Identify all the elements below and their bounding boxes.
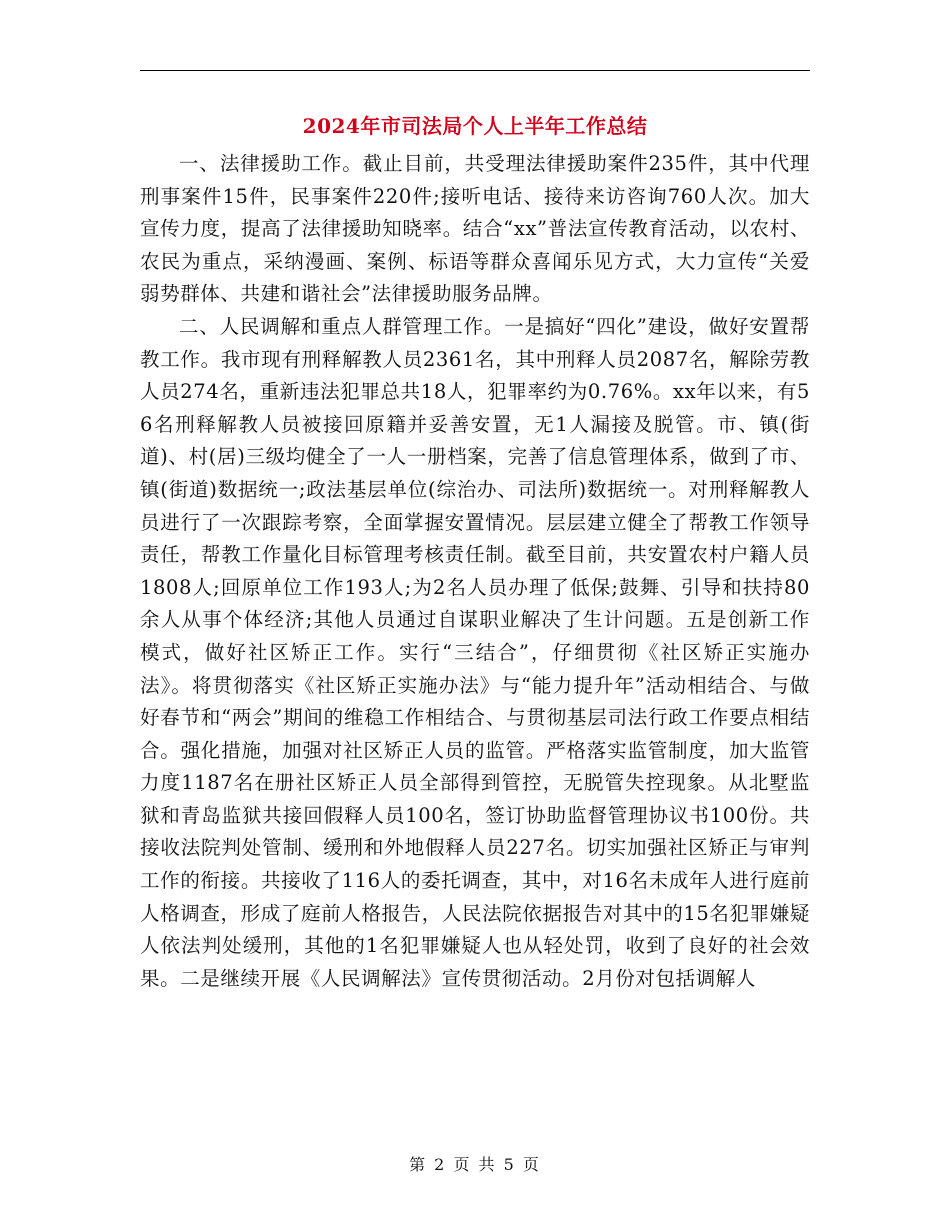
header-rule <box>140 70 810 71</box>
document-title: 2024年市司法局个人上半年工作总结 <box>302 114 648 138</box>
paragraph-legal-aid: 一、法律援助工作。截止目前，共受理法律援助案件235件，其中代理刑事案件15件，民事案件220件;接听电话、接待来访咨询760人次。加大宣传力度，提高了法律援助知晓率。结合“xx”普法宣传教育活动，以农村、农民为重点，采纳漫画、案例、标语等群众喜闻乐见方式，大力宣传“关爱弱势群体、共建和谐社会”法律援助服务品牌。 <box>140 152 811 306</box>
paragraph-mediation: 二、人民调解和重点人群管理工作。一是搞好“四化”建设，做好安置帮教工作。我市现有刑释解教人员2361名，其中刑释人员2087名，解除劳教人员274名，重新违法犯罪总共18人，犯罪率约为0.76%。xx年以来，有56名刑释解教人员被接回原籍并妥善安置，无1人漏接及脱管。市、镇(街道)、村(居)三级均健全了一人一册档案，完善了信息管理体系，做到了市、镇(街道)数据统一;政法基层单位(综治办、司法所)数据统一。对刑释解教人员进行了一次跟踪考察，全面掌握安置情况。层层建立健全了帮教工作领导责任，帮教工作量化目标管理考核责任制。截至目前，共安置农村户籍人员1808人;回原单位工作193人;为2名人员办理了低保;鼓舞、引导和扶持80余人从事个体经济;其他人员通过自谋职业解决了生计问题。五是创新工作模式，做好社区矫正工作。实行“三结合”，仔细贯彻《社区矫正实施办法》。将贯彻落实《社区矫正实施办法》与“能力提升年”活动相结合、与做好春节和“两会”期间的维稳工作相结合、与贯彻基层司法行政工作要点相结合。强化措施，加强对社区矫正人员的监管。严格落实监管制度，加大监管力度1187名在册社区矫正人员全部得到管控，无脱管失控现象。从北墅监狱和青岛监狱共接回假释人员100名，签订协助监督管理协议书100份。共接收法院判处管制、缓刑和外地假释人员227名。切实加强社区矫正与审判工作的衔接。共接收了116人的委托调查，其中，对16名未成年人进行庭前人格调查，形成了庭前人格报告，人民法院依据报告对其中的15名犯罪嫌疑人依法判处缓刑，其他的1名犯罪嫌疑人也从轻处罚，收到了良好的社会效果。二是继续开展《人民调解法》宣传贯彻活动。2月份对包括调解人 <box>140 314 810 990</box>
page-number-footer: 第 2 页 共 5 页 <box>409 1155 541 1174</box>
document-body <box>140 148 810 995</box>
